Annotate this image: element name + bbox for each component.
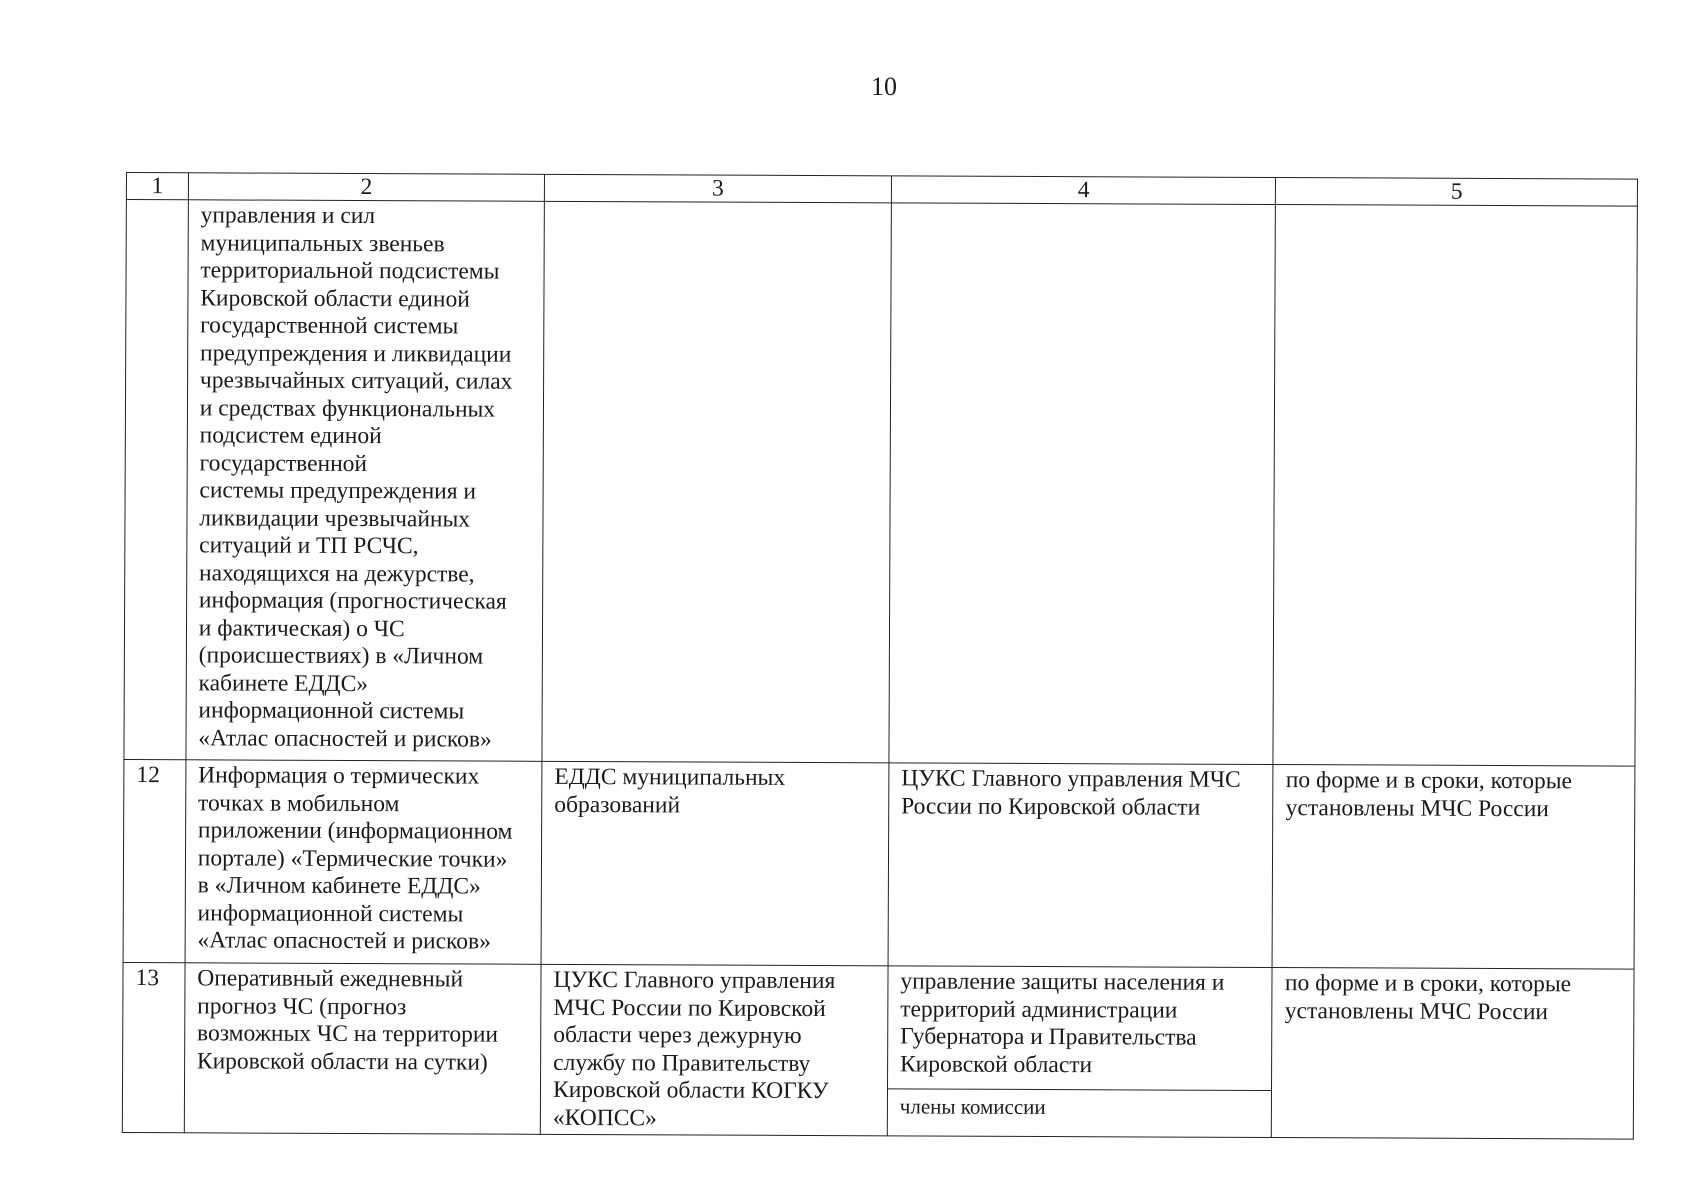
row-number: 12 <box>123 759 186 962</box>
column-header-2: 2 <box>188 173 544 202</box>
document-table <box>122 172 1638 1140</box>
provider-cell: ЕДДС муниципальных образований <box>541 761 889 966</box>
terms-cell <box>1273 205 1637 767</box>
table-row-12 <box>123 759 1635 969</box>
row-number: 13 <box>122 962 185 1132</box>
table-row-13 <box>122 962 1634 1139</box>
column-header-4: 4 <box>891 176 1276 205</box>
recipient-extra: члены комиссии <box>899 1094 1046 1120</box>
recipient-cell: ЦУКС Главного управления МЧС России по Кировской области <box>888 763 1273 968</box>
recipient-cell <box>887 966 1272 1138</box>
column-header-3: 3 <box>544 174 891 203</box>
recipient-cell <box>889 203 1276 765</box>
info-cell: управления и сил муниципальных звеньев территориальной подсистемы Кировской области единой государственной системы предупреждения и ликвидации чрезвычайных ситуаций, силах и средствах функциональных подсистем единой государственной системы предупреждения и ликвидации чрезвычайных ситуаций и ТП РСЧС, находящихся на дежурстве, информация (прогностическая и фактическая) о ЧС (происшествиях) в «Личном кабинете ЕДДС» информационной системы «Атлас опасностей и рисков» <box>186 200 545 762</box>
terms-cell: по форме и в сроки, которые установлены МЧС России <box>1272 968 1634 1140</box>
table-row-continuation <box>124 200 1637 767</box>
info-cell: Информация о термических точках в мобильном приложении (информационном портале) «Термические точки» в «Личном кабинете ЕДДС» информационной системы «Атлас опасностей и рисков» <box>185 760 542 965</box>
page-number: 10 <box>871 72 897 101</box>
provider-cell: ЦУКС Главного управления МЧС России по Кировской области через дежурную службу по Правительству Кировской области КОГКУ «КОПСС» <box>540 964 888 1136</box>
provider-cell <box>542 201 891 763</box>
info-cell: Оперативный ежедневный прогноз ЧС (прогноз возможных ЧС на территории Кировской области на сутки) <box>184 963 541 1135</box>
terms-cell: по форме и в сроки, которые установлены МЧС России <box>1272 765 1634 970</box>
row-number <box>124 200 188 760</box>
recipient-main: управление защиты населения и территорий администрации Губернатора и Правительства Кировской области <box>899 968 1225 1078</box>
column-header-1: 1 <box>126 173 188 200</box>
column-header-5: 5 <box>1276 178 1638 207</box>
